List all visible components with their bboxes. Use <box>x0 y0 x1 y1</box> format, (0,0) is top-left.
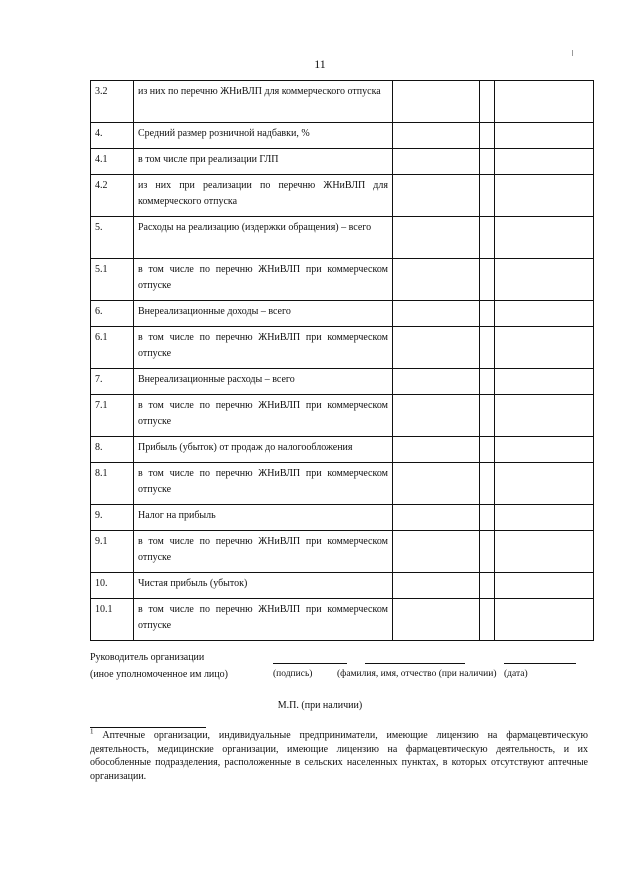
value-cell[interactable] <box>480 217 495 259</box>
row-number: 6.1 <box>91 327 134 369</box>
table-row <box>91 599 594 641</box>
row-label: в том числе по перечню ЖНиВЛП при коммерческом отпуске <box>134 327 393 369</box>
footnote <box>90 729 588 783</box>
row-number: 4.1 <box>91 149 134 175</box>
value-cell[interactable] <box>393 301 480 327</box>
report-table <box>90 80 594 641</box>
value-cell[interactable] <box>393 327 480 369</box>
value-cell[interactable] <box>393 123 480 149</box>
row-label: Чистая прибыль (убыток) <box>134 573 393 599</box>
row-number: 7. <box>91 369 134 395</box>
value-cell[interactable] <box>480 437 495 463</box>
value-cell[interactable] <box>393 259 480 301</box>
row-label: из них по перечню ЖНиВЛП для коммерческого отпуска <box>134 81 393 123</box>
value-cell[interactable] <box>393 599 480 641</box>
value-cell[interactable] <box>480 599 495 641</box>
value-cell[interactable] <box>393 437 480 463</box>
row-number: 3.2 <box>91 81 134 123</box>
value-cell[interactable] <box>393 573 480 599</box>
value-cell[interactable] <box>495 369 594 395</box>
value-cell[interactable] <box>480 369 495 395</box>
table-row <box>91 437 594 463</box>
row-label: из них при реализации по перечню ЖНиВЛП для коммерческого отпуска <box>134 175 393 217</box>
table-row <box>91 175 594 217</box>
signature-title: Руководитель организации <box>90 652 205 663</box>
value-cell[interactable] <box>495 327 594 369</box>
value-cell[interactable] <box>480 327 495 369</box>
value-cell[interactable] <box>480 81 495 123</box>
table-row <box>91 81 594 123</box>
footnote-marker: 1 <box>90 727 94 736</box>
row-number: 10. <box>91 573 134 599</box>
value-cell[interactable] <box>495 463 594 505</box>
value-cell[interactable] <box>393 463 480 505</box>
table-row <box>91 573 594 599</box>
value-cell[interactable] <box>480 123 495 149</box>
value-cell[interactable] <box>480 505 495 531</box>
value-cell[interactable] <box>495 531 594 573</box>
value-cell[interactable] <box>480 175 495 217</box>
row-number: 4.2 <box>91 175 134 217</box>
row-label: Средний размер розничной надбавки, % <box>134 123 393 149</box>
table-row <box>91 259 594 301</box>
value-cell[interactable] <box>480 463 495 505</box>
row-number: 9.1 <box>91 531 134 573</box>
signature-caption: (подпись) <box>273 669 313 679</box>
row-number: 5. <box>91 217 134 259</box>
scan-mark <box>572 50 573 56</box>
value-cell[interactable] <box>393 81 480 123</box>
row-number: 10.1 <box>91 599 134 641</box>
value-cell[interactable] <box>495 437 594 463</box>
signature-line[interactable] <box>273 663 347 664</box>
value-cell[interactable] <box>495 395 594 437</box>
value-cell[interactable] <box>495 175 594 217</box>
table-row <box>91 463 594 505</box>
value-cell[interactable] <box>480 149 495 175</box>
value-cell[interactable] <box>393 531 480 573</box>
value-cell[interactable] <box>495 259 594 301</box>
stamp-placeholder: М.П. (при наличии) <box>277 700 363 711</box>
row-number: 9. <box>91 505 134 531</box>
row-number: 4. <box>91 123 134 149</box>
name-line[interactable] <box>365 663 465 664</box>
value-cell[interactable] <box>393 217 480 259</box>
date-caption: (дата) <box>504 669 528 679</box>
row-number: 5.1 <box>91 259 134 301</box>
row-label: в том числе по перечню ЖНиВЛП при коммерческом отпуске <box>134 531 393 573</box>
row-label: в том числе по перечню ЖНиВЛП при коммерческом отпуске <box>134 395 393 437</box>
row-label: в том числе по перечню ЖНиВЛП при коммерческом отпуске <box>134 463 393 505</box>
date-line[interactable] <box>504 663 576 664</box>
footnote-divider <box>90 727 206 728</box>
row-label: Налог на прибыль <box>134 505 393 531</box>
row-number: 8.1 <box>91 463 134 505</box>
row-label: Внереализационные расходы – всего <box>134 369 393 395</box>
value-cell[interactable] <box>495 217 594 259</box>
value-cell[interactable] <box>495 505 594 531</box>
table-row <box>91 327 594 369</box>
value-cell[interactable] <box>495 81 594 123</box>
table-row <box>91 301 594 327</box>
table-row <box>91 217 594 259</box>
table-row <box>91 369 594 395</box>
value-cell[interactable] <box>393 175 480 217</box>
value-cell[interactable] <box>480 573 495 599</box>
table-row <box>91 531 594 573</box>
table-row <box>91 123 594 149</box>
footnote-text: Аптечные организации, индивидуальные предприниматели, имеющие лицензию на фармацевтическую деятельность, медицинские организации, имеющие лицензию на фармацевтическую деятельность, и их обособленные подразделения, расположенные в сельских населенных пунктах, в которых отсутствуют аптечные организации. <box>90 730 588 782</box>
row-label: Расходы на реализацию (издержки обращения) – всего <box>134 217 393 259</box>
value-cell[interactable] <box>480 531 495 573</box>
row-number: 6. <box>91 301 134 327</box>
value-cell[interactable] <box>495 573 594 599</box>
row-label: в том числе по перечню ЖНиВЛП при коммерческом отпуске <box>134 599 393 641</box>
row-number: 8. <box>91 437 134 463</box>
table-body <box>91 81 594 641</box>
table-row <box>91 395 594 437</box>
value-cell[interactable] <box>495 599 594 641</box>
table-row <box>91 505 594 531</box>
row-label: Прибыль (убыток) от продаж до налогообложения <box>134 437 393 463</box>
table-row <box>91 149 594 175</box>
row-label: в том числе при реализации ГЛП <box>134 149 393 175</box>
value-cell[interactable] <box>495 301 594 327</box>
name-caption: (фамилия, имя, отчество (при наличии) <box>337 669 497 679</box>
value-cell[interactable] <box>480 259 495 301</box>
value-cell[interactable] <box>495 123 594 149</box>
value-cell[interactable] <box>480 301 495 327</box>
page-number: 11 <box>314 57 326 71</box>
value-cell[interactable] <box>393 395 480 437</box>
value-cell[interactable] <box>393 505 480 531</box>
value-cell[interactable] <box>495 149 594 175</box>
signature-subtitle: (иное уполномоченное им лицо) <box>90 669 228 680</box>
value-cell[interactable] <box>393 369 480 395</box>
value-cell[interactable] <box>393 149 480 175</box>
row-number: 7.1 <box>91 395 134 437</box>
value-cell[interactable] <box>480 395 495 437</box>
row-label: в том числе по перечню ЖНиВЛП при коммерческом отпуске <box>134 259 393 301</box>
row-label: Внереализационные доходы – всего <box>134 301 393 327</box>
